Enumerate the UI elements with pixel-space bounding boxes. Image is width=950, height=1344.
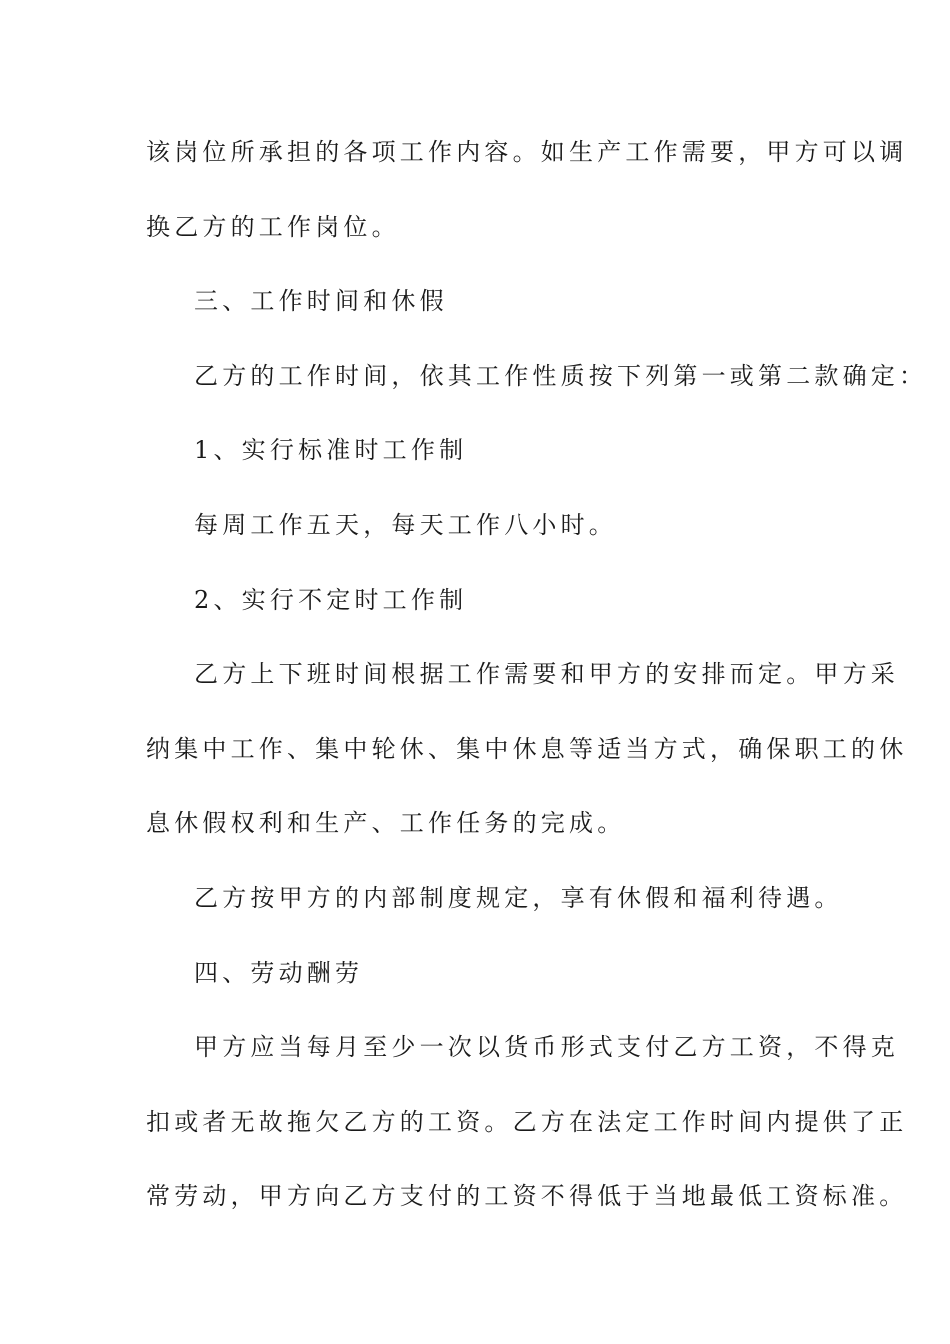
paragraph-line: 每周工作五天，每天工作八小时。 [194, 511, 617, 539]
paragraph-line: 乙方按甲方的内部制度规定，享有休假和福利待遇。 [194, 884, 843, 912]
section-heading: 三、工作时间和休假 [194, 287, 448, 315]
paragraph-line: 乙方的工作时间，依其工作性质按下列第一或第二款确定： [194, 362, 928, 390]
paragraph-line: 息休假权利和生产、工作任务的完成。 [146, 809, 626, 837]
paragraph-line: 扣或者无故拖欠乙方的工资。乙方在法定工作时间内提供了正 [146, 1108, 908, 1136]
paragraph-line: 常劳动，甲方向乙方支付的工资不得低于当地最低工资标准。 [146, 1182, 908, 1210]
paragraph-line: 纳集中工作、集中轮休、集中休息等适当方式，确保职工的休 [146, 735, 908, 763]
paragraph-line: 该岗位所承担的各项工作内容。如生产工作需要，甲方可以调 [146, 138, 908, 166]
list-item-heading: 2、实行不定时工作制 [194, 586, 468, 614]
list-item-heading: 1、实行标准时工作制 [194, 436, 468, 464]
paragraph-line: 换乙方的工作岗位。 [146, 213, 400, 241]
paragraph-line: 甲方应当每月至少一次以货币形式支付乙方工资，不得克 [194, 1033, 899, 1061]
section-heading: 四、劳动酬劳 [194, 959, 364, 987]
paragraph-line: 乙方上下班时间根据工作需要和甲方的安排而定。甲方采 [194, 660, 899, 688]
